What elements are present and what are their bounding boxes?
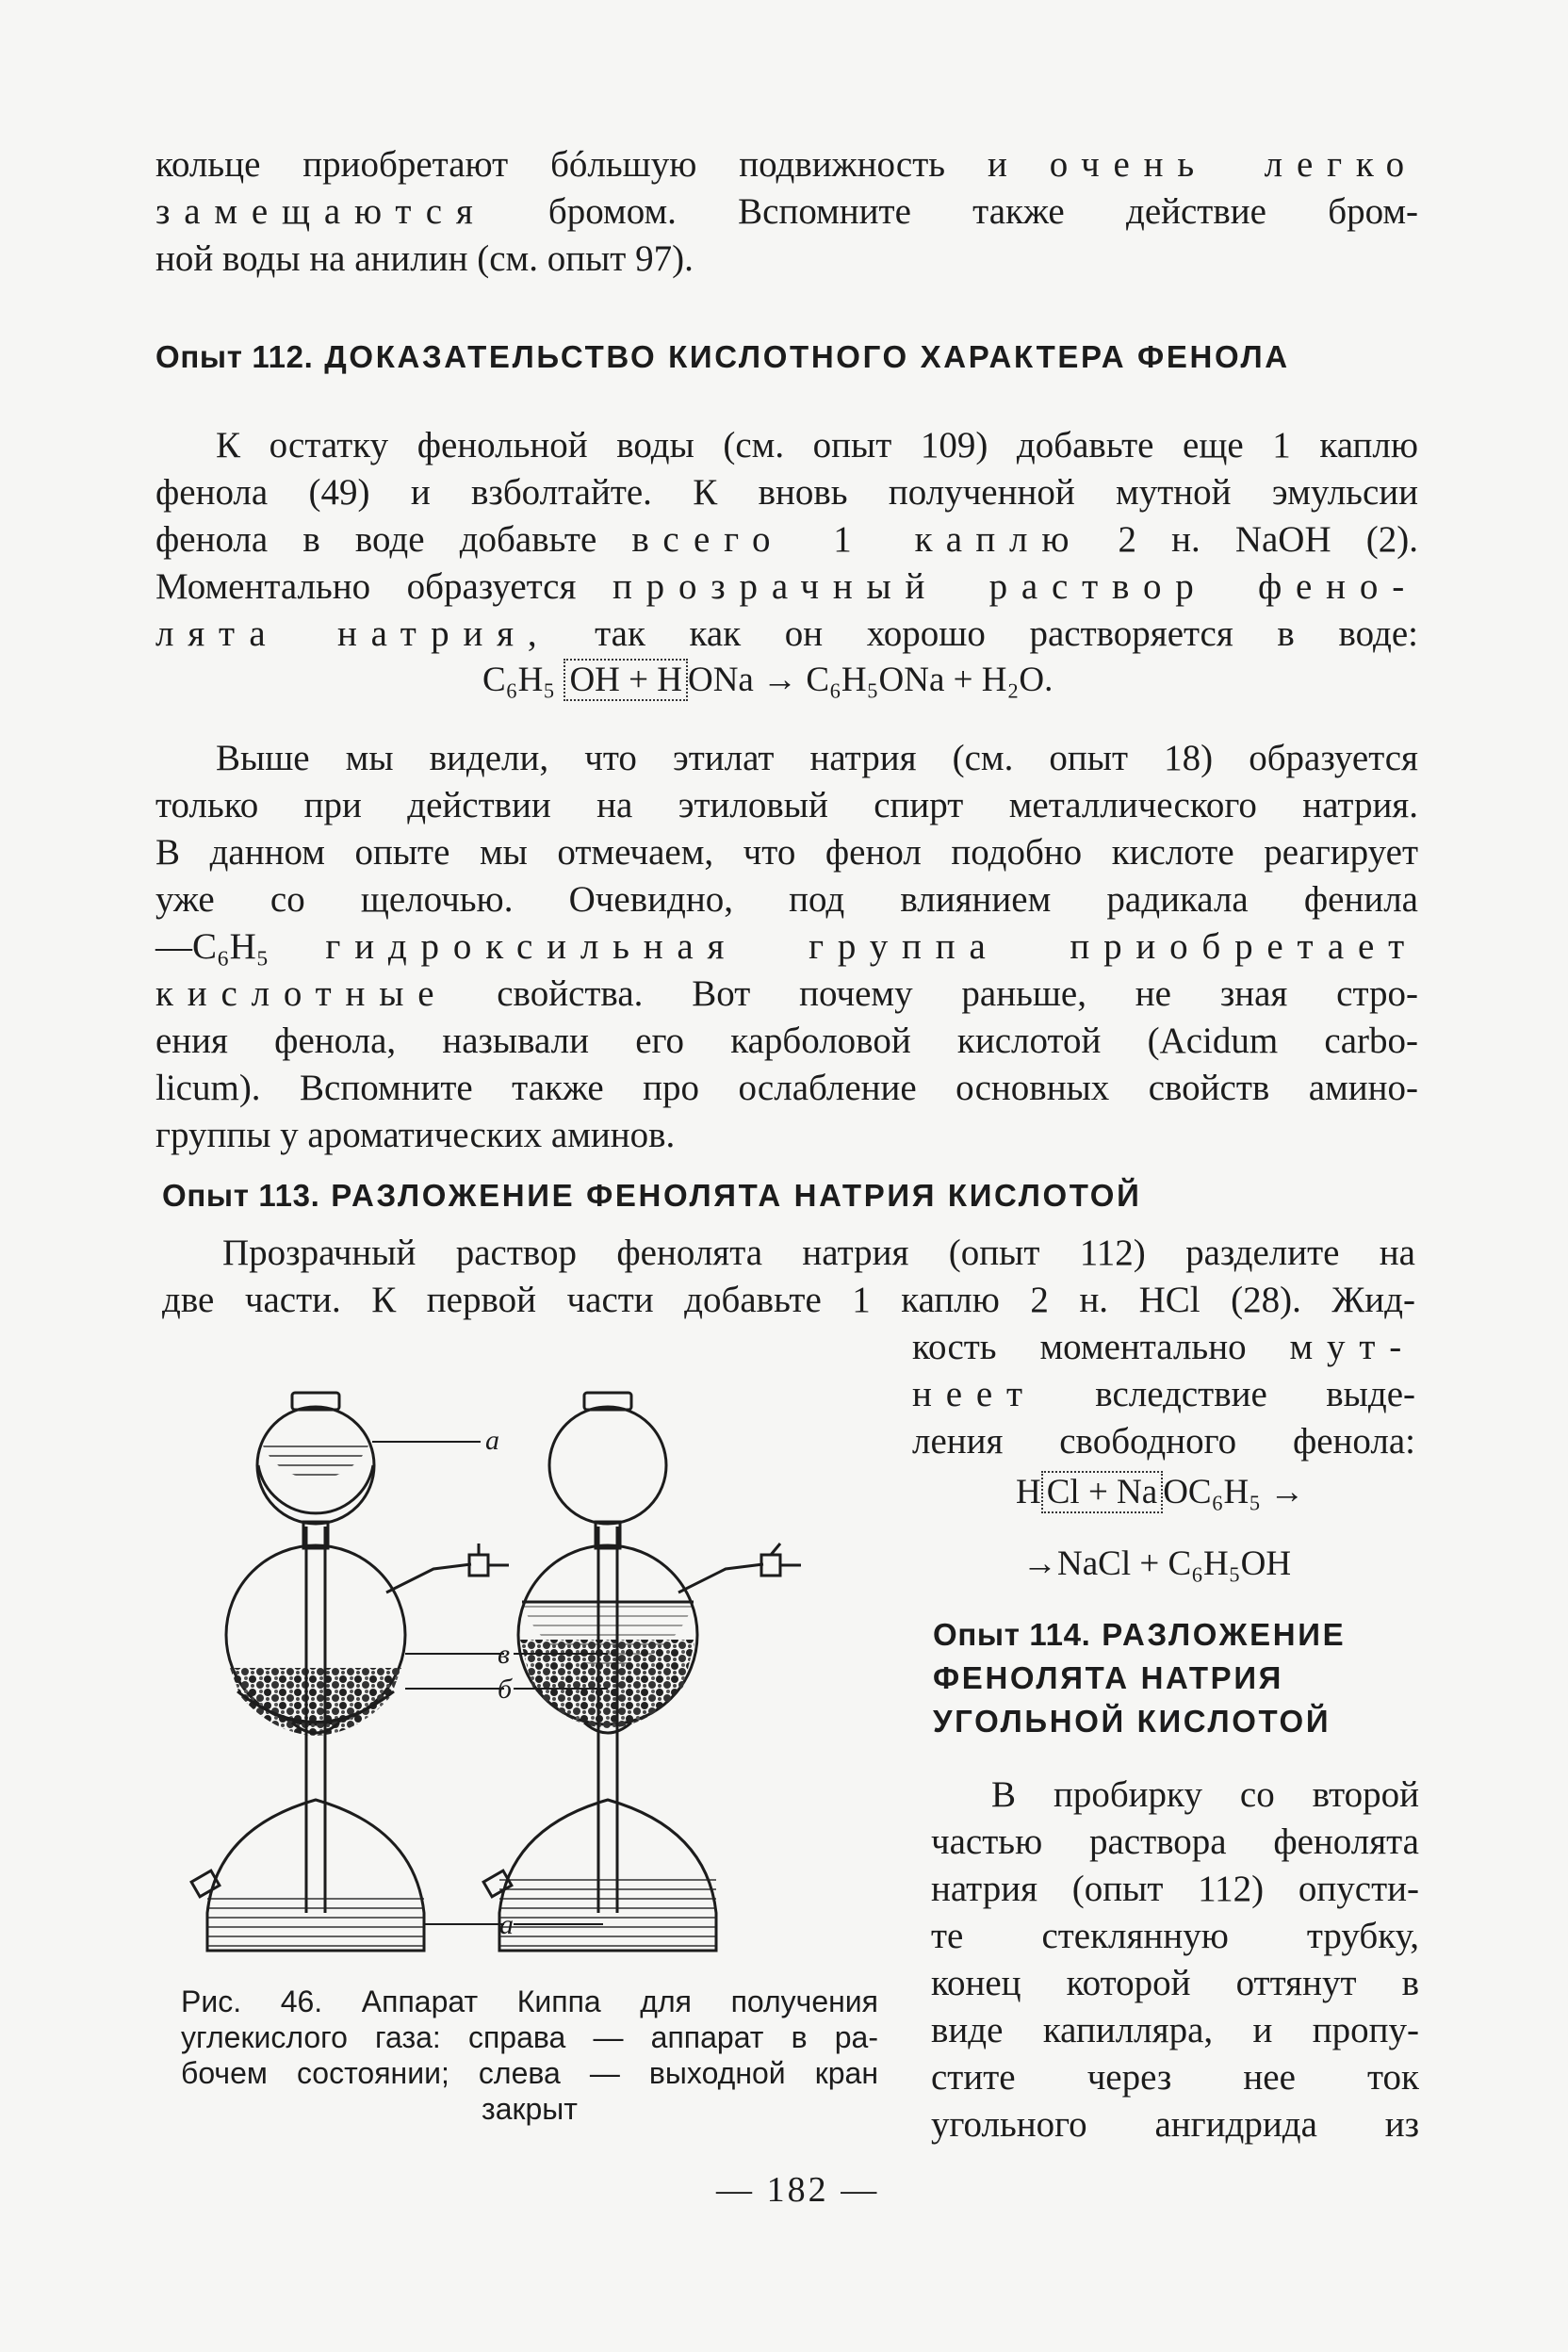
exp114-title-line-2: ФЕНОЛЯТА НАТРИЯ	[933, 1660, 1284, 1695]
exp112-heading	[155, 339, 1290, 375]
caption-line-1: Рис. 46. Аппарат Киппа для получения	[181, 1984, 878, 2018]
exp112-label: Опыт 112.	[155, 339, 314, 374]
exp112-p1-line-2: фенола (49) и взболтайте. К вновь полученной мутной эмульсии	[155, 472, 1418, 513]
exp112-p2-spaced-acidic: кислотные	[155, 973, 449, 1014]
exp114-p1-line-8: угольного ангидрида из	[931, 2104, 1419, 2145]
exp112-p2-line-1: Выше мы видели, что этилат натрия (см. опыт 18) образуется	[216, 738, 1418, 778]
intro-paragraph	[155, 141, 1418, 283]
exp112-p1-spaced-phenolate: лята натрия,	[155, 613, 551, 654]
exp114-p1-line-2: частью раствора фенолята	[931, 1821, 1419, 1862]
exp112-p1-line-1: К остатку фенольной воды (см. опыт 109) добавьте еще 1 каплю	[216, 425, 1418, 466]
exp113-p1-line-3a: кость моментально	[912, 1327, 1247, 1367]
exp114-p1-line-5: конец которой оттянут в	[931, 1963, 1419, 2003]
exp112-p1-spaced-transparent: прозрачный раствор фено-	[612, 566, 1418, 607]
exp114-p1-line-4: те стеклянную трубку,	[931, 1916, 1419, 1956]
exp113-p1-line-2: две части. К первой части добавьте 1 каплю 2 н. HCl (28). Жид-	[162, 1280, 1415, 1320]
exp112-p1-line-5: так как он хорошо растворяется в воде:	[595, 613, 1418, 654]
caption-line-3: бочем состоянии; слева — выходной кран	[181, 2056, 878, 2090]
eq-boxed-oh-h: OH + H	[564, 659, 688, 701]
right-apparatus	[483, 1393, 801, 1951]
kipp-apparatus-figure	[188, 1385, 905, 1969]
exp114-p1-line-3: натрия (опыт 112) опусти-	[931, 1869, 1419, 1909]
intro-spaced-1: очень легко	[1049, 144, 1419, 185]
exp113-heading	[162, 1178, 1141, 1214]
exp112-paragraph-1	[155, 422, 1418, 658]
exp112-p1-line-4a: Моментально образуется	[155, 566, 577, 607]
exp113-equation-line-2: →NaCl + C₆H₅OH	[1022, 1544, 1292, 1583]
exp112-p2-line-6: свойства. Вот почему раньше, не зная стро-	[497, 973, 1419, 1014]
intro-line-2: бромом. Вспомните также действие бром-	[547, 191, 1418, 232]
exp113-p1-line-5: ления свободного фенола:	[912, 1421, 1415, 1462]
intro-line-3: ной воды на анилин (см. опыт 97).	[155, 238, 694, 279]
exp112-p1-line-3b: 2 н. NaOH (2).	[1118, 519, 1418, 560]
exp112-p2-line-2: только при действии на этиловый спирт металлического натрия.	[155, 785, 1418, 825]
exp112-paragraph-2	[155, 735, 1418, 1159]
caption-line-2: углекислого газа: справа — аппарат в ра-	[181, 2020, 878, 2054]
exp112-title: ДОКАЗАТЕЛЬСТВО КИСЛОТНОГО ХАРАКТЕРА ФЕНОЛА	[324, 339, 1290, 374]
exp112-p2-spaced-hydroxyl: гидроксильная группа приобретает	[325, 926, 1418, 967]
eq-c6h5: C₆H₅	[482, 661, 556, 699]
left-apparatus	[191, 1393, 509, 1951]
eq-rest: ONa → C₆H₅ONa + H₂O.	[687, 661, 1054, 699]
page-number: — 182 —	[716, 2170, 880, 2210]
label-a-bottom: а	[499, 1909, 514, 1940]
caption-line-4: закрыт	[482, 2092, 578, 2126]
exp112-equation	[482, 660, 1053, 700]
exp112-p2-line-3: В данном опыте мы отмечаем, что фенол подобно кислоте реагирует	[155, 832, 1418, 873]
exp114-p1-line-7: стите через нее ток	[931, 2057, 1419, 2098]
exp113-p1-line-4: вследствие выде-	[1095, 1374, 1415, 1414]
eq113-rest: OC₆H₅ →	[1163, 1473, 1305, 1511]
exp112-p2-line-9: группы у ароматических аминов.	[155, 1115, 676, 1155]
exp114-paragraph	[931, 1772, 1419, 2148]
exp112-p2-line-7: ения фенола, называли его карболовой кислотой (Acidum carbo-	[155, 1021, 1418, 1061]
exp113-label: Опыт 113.	[162, 1178, 320, 1213]
exp114-heading	[933, 1613, 1346, 1743]
exp112-p2-line-8: licum). Вспомните также про ослабление основных свойств амино-	[155, 1068, 1418, 1108]
exp112-p1-spaced-all-drop: всего 1 каплю	[631, 519, 1084, 560]
exp114-p1-line-1: В пробирку со второй	[991, 1774, 1419, 1815]
exp113-p1-spaced-cloudy: мут-	[1289, 1327, 1416, 1367]
exp114-p1-line-6: виде капилляра, и пропу-	[931, 2010, 1419, 2050]
exp114-title-line-3: УГОЛЬНОЙ КИСЛОТОЙ	[933, 1704, 1331, 1739]
label-a-top: а	[485, 1425, 499, 1456]
exp113-p1-spaced-becomes: неет	[912, 1374, 1037, 1414]
exp113-p1-line-1: Прозрачный раствор фенолята натрия (опыт 112) разделите на	[222, 1233, 1415, 1273]
exp113-title: РАЗЛОЖЕНИЕ ФЕНОЛЯТА НАТРИЯ КИСЛОТОЙ	[331, 1178, 1142, 1213]
exp114-label: Опыт 114.	[933, 1617, 1091, 1652]
exp113-equation-line-1	[1016, 1472, 1304, 1512]
intro-spaced-2: замещаются	[155, 191, 487, 232]
exp114-title-line-1: РАЗЛОЖЕНИЕ	[1102, 1617, 1347, 1652]
exp113-paragraph	[162, 1230, 1415, 1324]
label-v: в	[498, 1639, 511, 1670]
exp112-p1-line-3a: фенола в воде добавьте	[155, 519, 597, 560]
eq113-h: H	[1016, 1473, 1041, 1511]
exp113-paragraph-narrow	[912, 1324, 1415, 1465]
eq113-boxed-cl-na: Cl + Na	[1041, 1471, 1163, 1513]
exp112-p2-line-4: уже со щелочью. Очевидно, под влиянием радикала фенила	[155, 879, 1418, 920]
intro-line-1: кольце приобретают бóльшую подвижность и	[155, 144, 1007, 185]
label-b: б	[498, 1674, 513, 1705]
figure-caption	[181, 1984, 878, 2127]
exp112-p2-c6h5: —C₆H₅	[155, 926, 270, 967]
